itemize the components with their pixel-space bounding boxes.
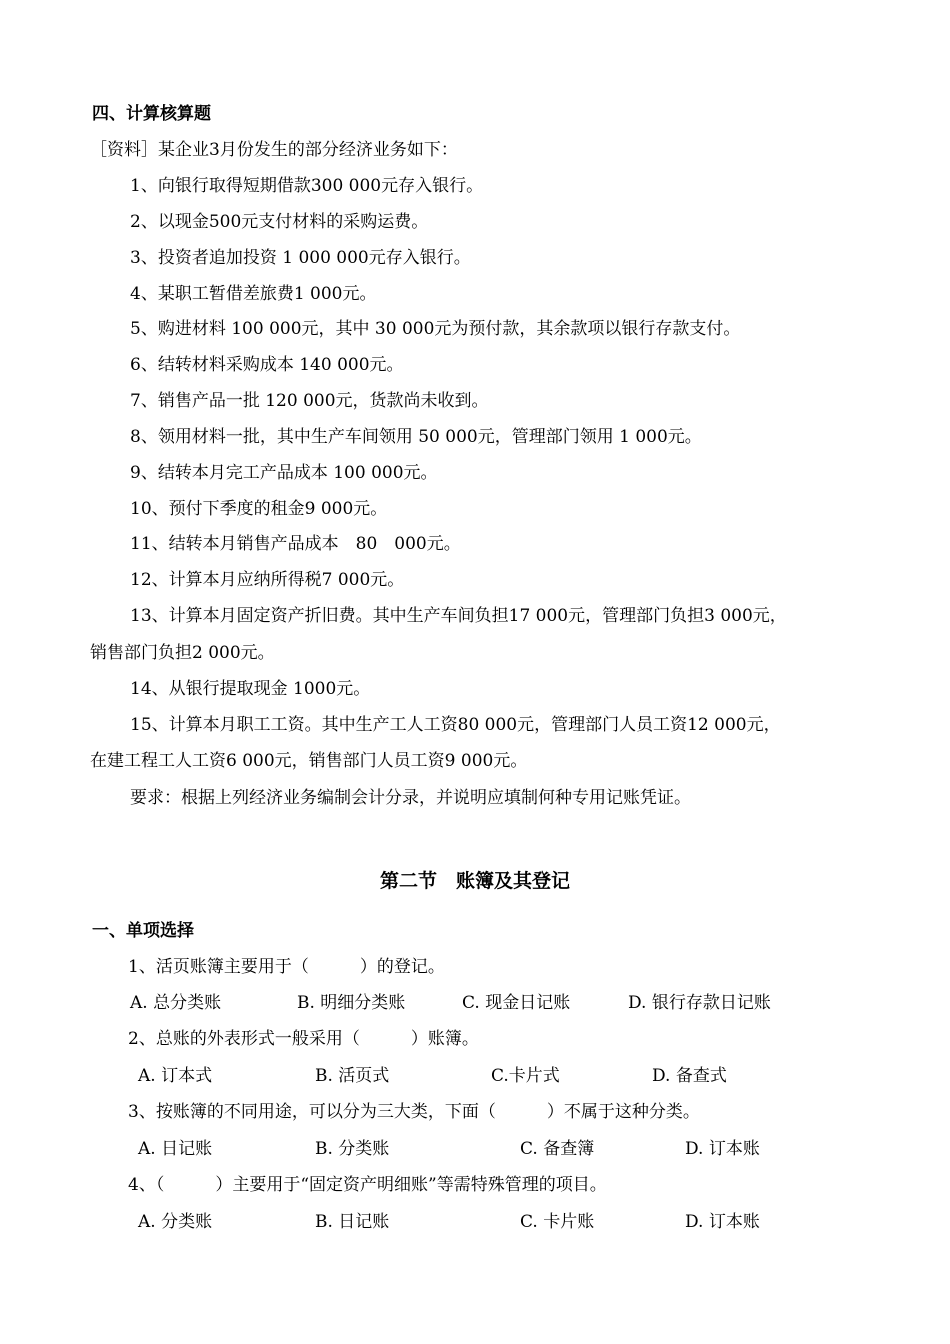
- list-item-continuation: 销售部门负担2 000元。: [90, 643, 275, 663]
- list-item: 15、计算本月职工工资。其中生产工人工资80 000元，管理部门人员工资12 000元，: [130, 715, 781, 735]
- list-item: 14、从银行提取现金 1000元。: [130, 679, 371, 699]
- list-item-continuation: 在建工程工人工资6 000元，销售部门人员工资9 000元。: [90, 751, 528, 771]
- list-item: 10、预付下季度的租金9 000元。: [130, 499, 388, 519]
- list-item: 4、某职工暂借差旅费1 000元。: [130, 284, 377, 304]
- list-item: 7、销售产品一批 120 000元，货款尚未收到。: [130, 391, 489, 411]
- question-stem: 2、总账的外表形式一般采用（ ）账簿。: [128, 1029, 479, 1049]
- answer-option-a: A. 日记账: [138, 1139, 213, 1159]
- list-item: 9、结转本月完工产品成本 100 000元。: [130, 463, 438, 483]
- question-stem: 3、按账簿的不同用途，可以分为三大类，下面（ ）不属于这种分类。: [128, 1102, 700, 1122]
- list-item: 3、投资者追加投资 1 000 000元存入银行。: [130, 248, 471, 268]
- list-item: 12、计算本月应纳所得税7 000元。: [130, 570, 405, 590]
- answer-option-c: C. 现金日记账: [462, 993, 571, 1013]
- list-item: 8、领用材料一批，其中生产车间领用 50 000元，管理部门领用 1 000元。: [130, 427, 702, 447]
- section2-heading: 一、单项选择: [92, 921, 194, 941]
- list-item: 1、向银行取得短期借款300 000元存入银行。: [130, 176, 484, 196]
- list-item: 5、购进材料 100 000元，其中 30 000元为预付款，其余款项以银行存款支付。: [130, 319, 741, 339]
- answer-option-c: C.卡片式: [491, 1066, 560, 1086]
- answer-option-c: C. 备查簿: [520, 1139, 595, 1159]
- answer-option-b: B. 日记账: [315, 1212, 390, 1232]
- list-item: 6、结转材料采购成本 140 000元。: [130, 355, 404, 375]
- answer-option-d: D. 备查式: [652, 1066, 727, 1086]
- answer-option-d: D. 订本账: [685, 1212, 760, 1232]
- answer-option-a: A. 订本式: [138, 1066, 213, 1086]
- answer-option-d: D. 银行存款日记账: [628, 993, 771, 1013]
- answer-option-a: A. 总分类账: [130, 993, 222, 1013]
- answer-option-b: B. 活页式: [315, 1066, 390, 1086]
- section4-heading: 四、计算核算题: [92, 104, 211, 124]
- question-stem: 1、活页账簿主要用于（ ）的登记。: [128, 957, 445, 977]
- question-stem: 4、（ ）主要用于“固定资产明细账”等需特殊管理的项目。: [128, 1175, 607, 1195]
- section4-intro: ［资料］某企业3月份发生的部分经济业务如下：: [90, 140, 458, 160]
- answer-option-d: D. 订本账: [685, 1139, 760, 1159]
- list-item: 2、以现金500元支付材料的采购运费。: [130, 212, 429, 232]
- requirement: 要求：根据上列经济业务编制会计分录，并说明应填制何种专用记账凭证。: [130, 788, 691, 808]
- answer-option-a: A. 分类账: [138, 1212, 213, 1232]
- list-item: 11、结转本月销售产品成本 80 000元。: [130, 534, 461, 554]
- answer-option-b: B. 分类账: [315, 1139, 390, 1159]
- answer-option-b: B. 明细分类账: [297, 993, 406, 1013]
- section-title: 第二节 账簿及其登记: [379, 870, 570, 892]
- answer-option-c: C. 卡片账: [520, 1212, 595, 1232]
- list-item: 13、计算本月固定资产折旧费。其中生产车间负担17 000元，管理部门负担3 000元，: [130, 606, 787, 626]
